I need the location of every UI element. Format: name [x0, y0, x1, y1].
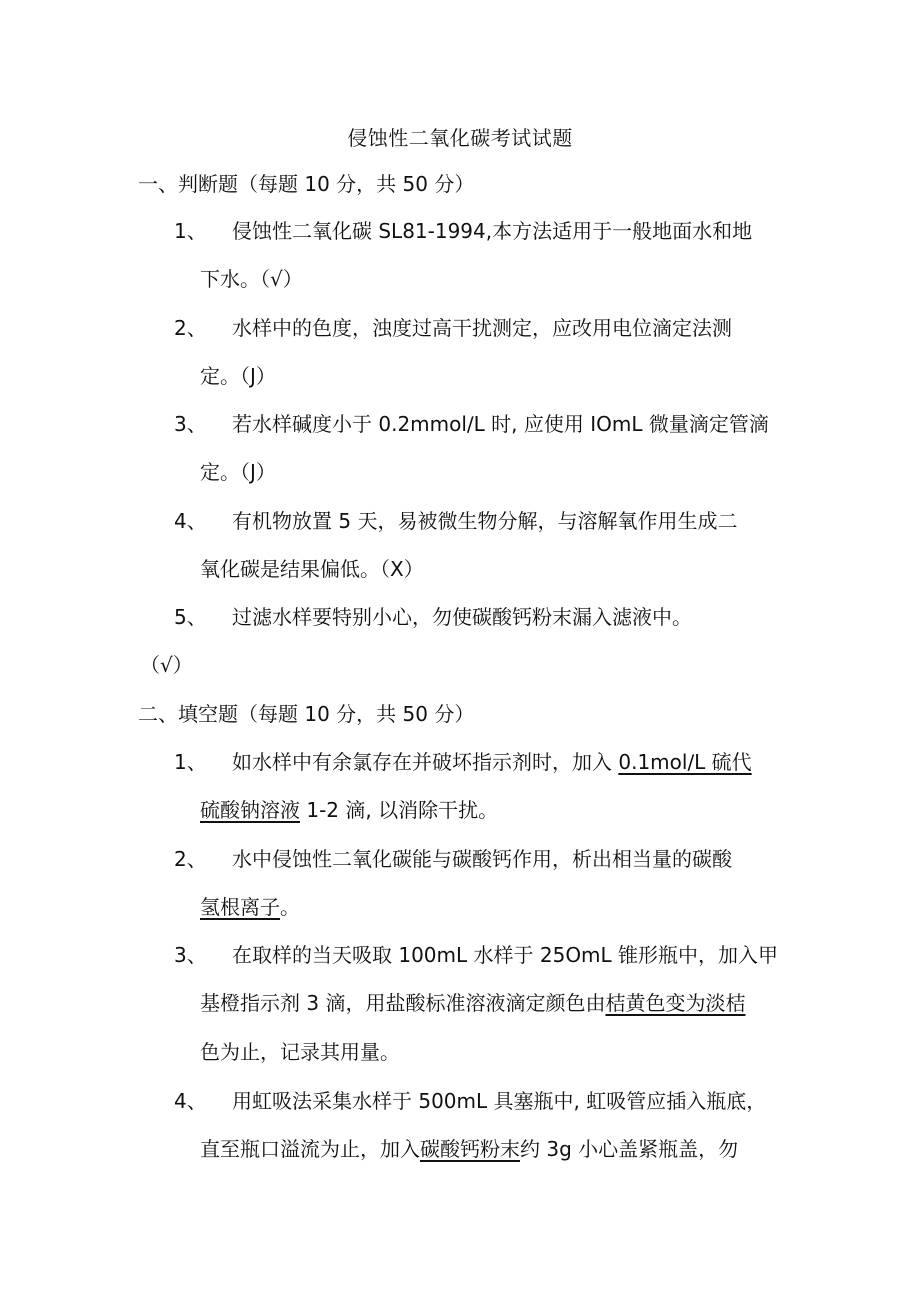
question-answer-mark: （√）	[140, 653, 193, 677]
question-text-continued: 硫酸钠溶液 1-2 滴, 以消除干扰。	[200, 798, 499, 822]
answer-blank: 桔黄色变为淡桔	[605, 991, 746, 1015]
section-2-heading: 二、填空题（每题 10 分，共 50 分）	[138, 702, 475, 726]
document-title: 侵蚀性二氧化碳考试试题	[347, 126, 573, 150]
question-number: 3、	[174, 943, 207, 967]
question-number: 4、	[174, 509, 207, 533]
question-text-continued: 定。（J）	[200, 364, 276, 388]
question-text-continued: 氢根离子。	[200, 895, 300, 919]
question-text: 水样中的色度，浊度过高干扰测定，应改用电位滴定法测	[232, 316, 732, 340]
question-text-continued: 定。（J）	[200, 460, 276, 484]
section-1-heading: 一、判断题（每题 10 分，共 50 分）	[138, 172, 475, 196]
question-text-continued: 直至瓶口溢流为止，加入碳酸钙粉末约 3g 小心盖紧瓶盖，勿	[200, 1137, 739, 1161]
question-text: 有机物放置 5 天，易被微生物分解，与溶解氧作用生成二	[232, 509, 738, 533]
question-number: 3、	[174, 412, 207, 436]
answer-blank: 0.1mol∕L 硫代	[618, 750, 752, 774]
question-text: 如水样中有余氯存在并破坏指示剂时，加入 0.1mol∕L 硫代	[232, 750, 752, 774]
question-text-continued: 氧化碳是结果偏低。（X）	[200, 557, 424, 581]
question-text: 用虹吸法采集水样于 500mL 具塞瓶中, 虹吸管应插入瓶底，	[232, 1089, 767, 1113]
answer-blank: 硫酸钠溶液	[200, 798, 300, 822]
answer-blank: 碳酸钙粉末	[420, 1137, 520, 1161]
question-number: 2、	[174, 316, 207, 340]
question-number: 5、	[174, 605, 207, 629]
question-text: 在取样的当天吸取 100mL 水样于 25OmL 锥形瓶中，加入甲	[232, 943, 779, 967]
question-text-continued: 色为止，记录其用量。	[200, 1040, 400, 1064]
question-number: 2、	[174, 847, 207, 871]
question-number: 1、	[174, 219, 207, 243]
question-text-continued: 基橙指示剂 3 滴，用盐酸标准溶液滴定颜色由桔黄色变为淡桔	[200, 991, 746, 1015]
question-number: 1、	[174, 750, 207, 774]
question-text: 侵蚀性二氧化碳 SL81-1994,本方法适用于一般地面水和地	[232, 219, 753, 243]
question-text: 过滤水样要特别小心，勿使碳酸钙粉末漏入滤液中。	[232, 605, 692, 629]
answer-blank: 氢根离子	[200, 895, 280, 919]
question-text: 水中侵蚀性二氧化碳能与碳酸钙作用，析出相当量的碳酸	[232, 847, 732, 871]
question-number: 4、	[174, 1089, 207, 1113]
question-text-continued: 下水。（√）	[200, 267, 303, 291]
question-text: 若水样碱度小于 0.2mmol∕L 时, 应使用 IOmL 微量滴定管滴	[232, 412, 769, 436]
